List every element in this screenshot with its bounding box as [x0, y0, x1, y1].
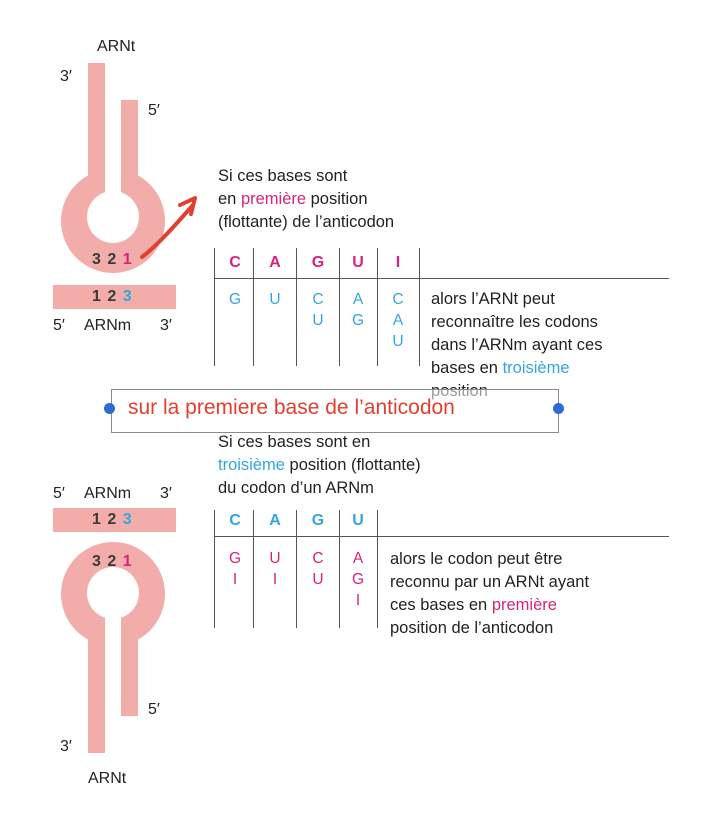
result-line: bases en troisième — [431, 359, 570, 377]
result-line: ces bases en première — [390, 596, 557, 614]
table-header: A — [269, 512, 281, 529]
table-header: C — [229, 512, 241, 529]
table-border — [214, 510, 215, 628]
table-cell: C U — [312, 291, 324, 329]
result-line: dans l’ARNm ayant ces — [431, 336, 603, 354]
caption-line: troisième position (flottante) — [218, 456, 421, 474]
table-header: I — [395, 254, 401, 271]
anticodon-num-highlight: 1 — [122, 553, 133, 570]
table-cell: G — [228, 291, 242, 308]
annotation-text[interactable]: sur la premiere base de l’anticodon — [128, 396, 455, 419]
mrna-5prime-top: 5′ — [53, 317, 65, 334]
highlight-premiere: première — [491, 596, 557, 614]
result-line: position de l’anticodon — [390, 619, 554, 637]
caption-line: du codon d’un ARNm — [218, 479, 374, 497]
mrna-3prime-bottom: 3′ — [160, 485, 172, 502]
table-cell: C U — [312, 550, 324, 588]
codon-num: 2 — [107, 511, 118, 528]
table-border — [296, 510, 297, 628]
three-prime-label-top: 3′ — [60, 68, 72, 85]
table-cell: U — [269, 291, 281, 308]
anticodon-num: 3 — [92, 251, 102, 268]
result-line: alors l’ARNt peut — [431, 290, 555, 308]
table-header: U — [352, 512, 364, 529]
mrna-3prime-top: 3′ — [160, 317, 172, 334]
codon-num: 1 — [92, 511, 102, 528]
table-header: A — [269, 254, 281, 271]
caption-line: en première position — [218, 190, 368, 208]
caption-line: Si ces bases sont en — [218, 433, 371, 451]
result-text-bottom — [390, 548, 589, 640]
table-cell: U I — [269, 550, 281, 588]
table-header: G — [311, 254, 325, 271]
result-line: alors le codon peut être — [390, 550, 563, 568]
anticodon-num-highlight: 1 — [122, 251, 133, 268]
table-header-rule — [214, 536, 669, 537]
table-header: C — [229, 254, 241, 271]
anticodon-num: 2 — [107, 553, 118, 570]
table-cell: A G I — [351, 550, 365, 609]
caption-line: (flottante) de l’anticodon — [218, 213, 395, 231]
five-prime-label-bottom: 5′ — [148, 701, 160, 718]
codon-num: 2 — [107, 288, 118, 305]
table-cell: A G — [351, 291, 365, 329]
result-line: reconnu par un ARNt ayant — [390, 573, 590, 591]
table-cell: C A U — [392, 291, 404, 350]
codon-num-highlight: 3 — [122, 511, 133, 528]
anticodon-num: 2 — [107, 251, 118, 268]
anticodon-numbers-bottom — [92, 553, 133, 571]
highlight-troisieme: troisième — [502, 359, 570, 377]
trna-label-bottom: ARNt — [88, 770, 127, 787]
mrna-5prime-bottom: 5′ — [53, 485, 65, 502]
five-prime-label-top: 5′ — [148, 102, 160, 119]
result-line: reconnaître les codons — [431, 313, 598, 331]
table-cell: G I — [228, 550, 242, 588]
table-header: U — [352, 254, 364, 271]
highlight-troisieme: troisième — [218, 456, 285, 474]
three-prime-label-bottom: 3′ — [60, 738, 72, 755]
mrna-label-top: ARNm — [84, 317, 132, 334]
codon-num-highlight: 3 — [122, 288, 133, 305]
table-header: G — [311, 512, 325, 529]
table-border — [377, 510, 378, 628]
mrna-label-bottom: ARNm — [84, 485, 132, 502]
anticodon-num: 3 — [92, 553, 102, 570]
highlight-premiere: première — [240, 190, 307, 208]
caption-line: Si ces bases sont — [218, 167, 348, 185]
trna-label-top: ARNt — [97, 38, 136, 55]
codon-num: 1 — [92, 288, 102, 305]
